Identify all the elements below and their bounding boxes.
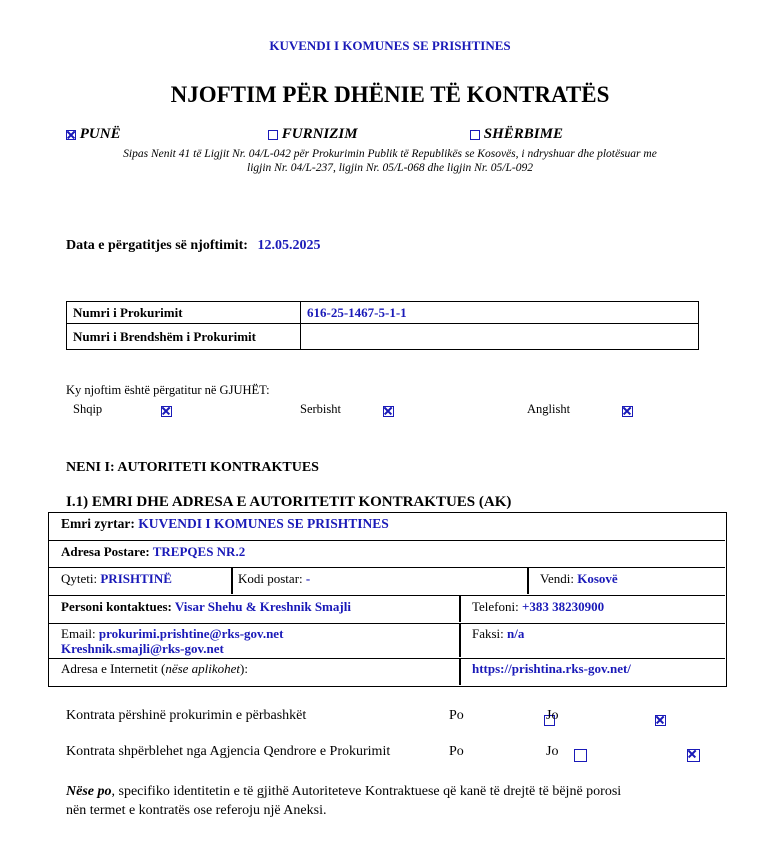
type-option-label: PUNË bbox=[79, 126, 121, 142]
checkbox-checked-icon[interactable] bbox=[66, 130, 76, 140]
central-po-label: Po bbox=[449, 744, 464, 759]
phone-cell bbox=[472, 599, 604, 615]
type-option-pune[interactable] bbox=[66, 126, 121, 143]
procurement-number-value: 616-25-1467-5-1-1 bbox=[301, 302, 699, 324]
postal-address-value: TREPQES NR.2 bbox=[152, 544, 246, 559]
postal-code-cell bbox=[238, 571, 310, 587]
website-value[interactable]: https://prishtina.rks-gov.net/ bbox=[472, 661, 631, 676]
type-option-furnizim[interactable] bbox=[268, 126, 358, 143]
website-label-italic: nëse aplikohet bbox=[165, 661, 241, 676]
contact-label: Personi kontaktues bbox=[61, 599, 168, 614]
official-name-value: KUVENDI I KOMUNES SE PRISHTINES bbox=[138, 516, 389, 531]
internal-number-label: Numri i Brendshëm i Prokurimit bbox=[67, 324, 301, 350]
email-value[interactable]: prokurimi.prishtine@rks-gov.net bbox=[98, 626, 284, 641]
language-shqip-label: Shqip bbox=[73, 402, 103, 416]
language-serbisht-checkbox[interactable] bbox=[383, 406, 394, 417]
email-label: Email: bbox=[61, 626, 96, 641]
central-agency-question: Kontrata shpërblehet nga Agjencia Qendrore e Prokurimit bbox=[66, 744, 391, 759]
postal-code-label: Kodi postar: bbox=[238, 571, 303, 586]
fax-label: Faksi: bbox=[472, 626, 504, 641]
website-label-text: Adresa e Internetit ( bbox=[61, 661, 166, 676]
fax-cell bbox=[472, 626, 524, 641]
postal-code-value: - bbox=[305, 571, 311, 586]
country-cell bbox=[540, 571, 618, 587]
checkbox-empty-icon[interactable] bbox=[470, 130, 480, 140]
language-shqip-checkbox[interactable] bbox=[161, 406, 172, 417]
language-serbisht-label: Serbisht bbox=[300, 402, 341, 416]
legal-line: ligjin Nr. 04/L-237, ligjin Nr. 05/L-068 dhe ligjin Nr. 05/L-092 bbox=[247, 162, 533, 174]
internal-number-value bbox=[301, 324, 699, 350]
note-lead: Nëse po bbox=[66, 784, 112, 799]
website-label bbox=[61, 661, 248, 677]
city-label: Qyteti: bbox=[61, 571, 98, 586]
page-title: NJOFTIM PËR DHËNIE TË KONTRATËS bbox=[170, 82, 610, 107]
central-jo-label: Jo bbox=[546, 744, 559, 759]
prep-date-value: 12.05.2025 bbox=[257, 238, 321, 253]
type-option-label: FURNIZIM bbox=[281, 126, 358, 142]
city-cell bbox=[61, 571, 172, 587]
city-value: PRISHTINË bbox=[100, 571, 172, 586]
contact-cell: Personi kontaktues: Visar Shehu & Kreshnik Smajli bbox=[61, 599, 351, 614]
type-option-label: SHËRBIME bbox=[483, 126, 563, 142]
central-jo-checkbox[interactable] bbox=[687, 749, 700, 762]
phone-value: +383 38230900 bbox=[522, 599, 605, 614]
central-po-checkbox[interactable] bbox=[574, 749, 587, 762]
official-name-label: Emri zyrtar bbox=[61, 516, 131, 531]
type-option-sherbime[interactable] bbox=[470, 126, 563, 143]
joint-jo-label: Jo bbox=[546, 708, 559, 723]
language-anglisht-checkbox[interactable] bbox=[622, 406, 633, 417]
authority-table bbox=[48, 512, 727, 687]
note-paragraph bbox=[66, 782, 716, 820]
contact-value: Visar Shehu & Kreshnik Smajli bbox=[174, 599, 351, 614]
procurement-number-label: Numri i Prokurimit bbox=[67, 302, 301, 324]
email-cell bbox=[61, 626, 283, 656]
procurement-table bbox=[66, 301, 699, 350]
checkbox-empty-icon[interactable] bbox=[268, 130, 278, 140]
prep-date-label: Data e përgatitjes së njoftimit: bbox=[66, 238, 248, 253]
official-name-row: Emri zyrtar: KUVENDI I KOMUNES SE PRISHTINES bbox=[49, 513, 725, 541]
prep-date bbox=[66, 238, 320, 254]
email-row bbox=[49, 624, 725, 659]
city-row bbox=[49, 568, 725, 596]
postal-address-row: Adresa Postare: TREPQES NR.2 bbox=[49, 541, 725, 568]
email-value[interactable]: Kreshnik.smajli@rks-gov.net bbox=[61, 641, 224, 656]
website-row bbox=[49, 659, 725, 685]
country-label: Vendi: bbox=[540, 571, 574, 586]
joint-jo-checkbox[interactable] bbox=[655, 715, 666, 726]
legal-basis bbox=[0, 147, 780, 175]
section-heading: NENI I: AUTORITETI KONTRAKTUES bbox=[66, 460, 319, 475]
section-subheading: I.1) EMRI DHE ADRESA E AUTORITETIT KONTRAKTUES (AK) bbox=[66, 494, 512, 510]
website-label-end: ): bbox=[240, 661, 248, 676]
note-line: nën termet e kontratës ose referoju një Aneksi. bbox=[66, 803, 327, 818]
languages-intro: Ky njoftim është përgatitur në GJUHËT: bbox=[66, 383, 270, 397]
note-line: , specifiko identitetin e të gjithë Autoriteteve Kontraktuese që kanë të drejtë të bëjnë porosi bbox=[111, 784, 622, 799]
joint-po-label: Po bbox=[449, 708, 464, 723]
legal-line: Sipas Nenit 41 të Ligjit Nr. 04/L-042 për Prokurimin Publik të Republikës se Kosovës, i ndryshuar dhe plotësuar me bbox=[123, 148, 657, 160]
postal-address-label: Adresa Postare bbox=[61, 544, 146, 559]
fax-value: n/a bbox=[507, 626, 525, 641]
country-value: Kosovë bbox=[577, 571, 618, 586]
language-anglisht-label: Anglisht bbox=[527, 402, 571, 416]
organization-name: KUVENDI I KOMUNES SE PRISHTINES bbox=[269, 38, 511, 53]
phone-label: Telefoni: bbox=[472, 599, 519, 614]
contact-row bbox=[49, 596, 725, 624]
joint-procurement-question: Kontrata përshinë prokurimin e përbashkët bbox=[66, 708, 307, 723]
